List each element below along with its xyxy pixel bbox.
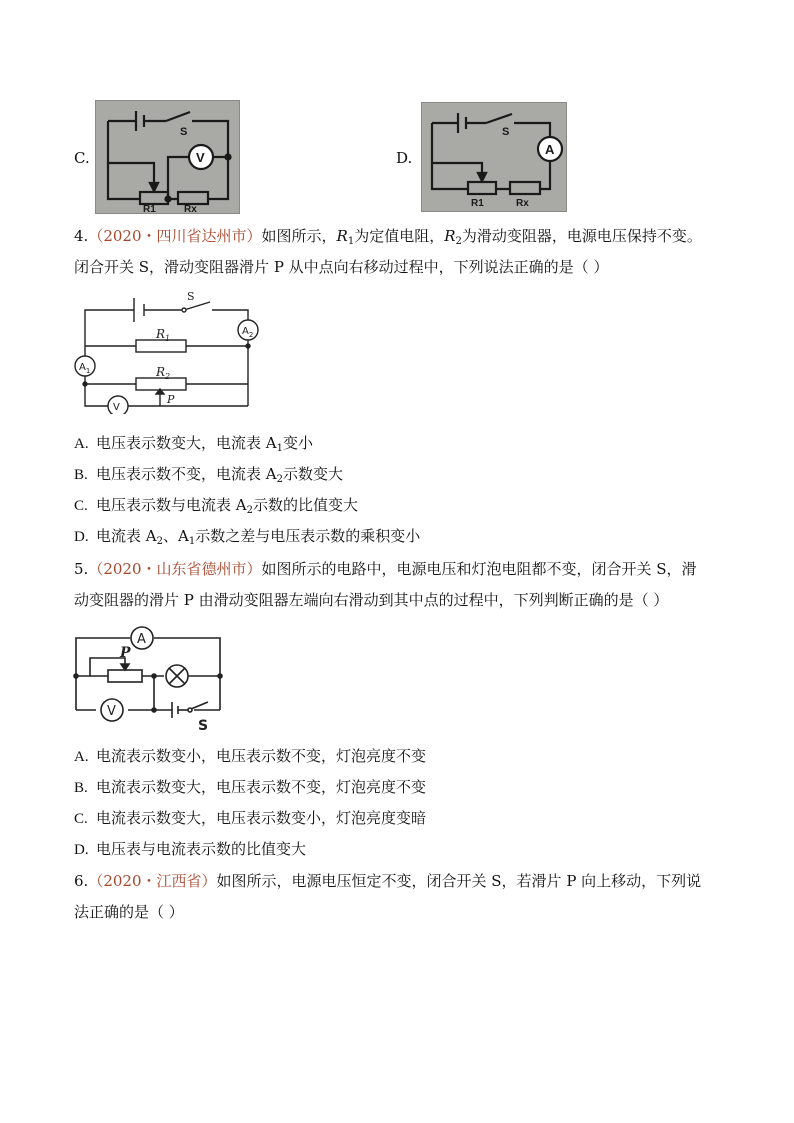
circuit-figure-d	[421, 102, 567, 212]
q6-source: （2020・江西省）	[88, 872, 217, 890]
q4-option-b[interactable]: B. 电压表示数不变，电流表 $A_2$示数变大	[74, 465, 343, 485]
q4-option-c[interactable]: C. 电压表示数与电流表 $A_2$示数的比值变大	[74, 496, 358, 516]
a2-label: $A_2$	[242, 326, 254, 339]
q5-option-a[interactable]: A. 电流表示数变小，电压表示数不变，灯泡亮度不变	[74, 747, 427, 765]
switch-label: S	[187, 290, 195, 303]
q5-number: 5.	[74, 560, 89, 578]
rx-label: Rx	[184, 204, 197, 213]
q6-stem-text: 如图所示，电源电压恒定不变，闭合开关 S，若滑片 P 向上移动，下列说	[216, 872, 702, 890]
p-label: P	[167, 393, 175, 406]
switch-label: S	[180, 126, 188, 138]
q4-r2-letter: R	[444, 227, 456, 245]
q4-stem-line2: 闭合开关 S，滑动变阻器滑片 P 从中点向右移动过程中，下列说法正确的是（ ）	[74, 258, 609, 276]
option-c-label[interactable]: C.	[74, 149, 90, 167]
r1-label: R1	[143, 204, 156, 213]
rx-label: Rx	[516, 198, 529, 209]
q4-number: 4.	[74, 227, 89, 245]
q4-stem-part3: 为滑动变阻器，电源电压保持不变。	[461, 227, 702, 245]
q4-circuit-diagram	[72, 286, 268, 414]
r2-label: $R_2$	[156, 365, 171, 381]
q6-stem-line2: 法正确的是（ ）	[74, 903, 184, 921]
option-d-label[interactable]: D.	[396, 149, 413, 167]
q5-option-d[interactable]: D. 电压表与电流表示数的比值变大	[74, 840, 307, 858]
q5-stem-line1	[74, 559, 697, 579]
q5-circuit-diagram	[70, 622, 230, 732]
q6-stem-line1	[74, 871, 701, 891]
voltmeter-label: V	[196, 150, 205, 165]
q4-source: （2020・四川省达州市）	[88, 227, 262, 245]
q4-stem-line1	[74, 226, 702, 246]
r1-label: $R_1$	[156, 327, 171, 343]
s-label: S	[198, 718, 209, 732]
q5-option-c[interactable]: C. 电流表示数变大，电压表示数变小，灯泡亮度变暗	[74, 809, 427, 827]
v-label: V	[113, 402, 120, 413]
q5-stem-text: 如图所示的电路中，电源电压和灯泡电阻都不变，闭合开关 S，滑	[261, 560, 697, 578]
circuit-figure-c	[95, 100, 240, 214]
q5-source: （2020・山东省德州市）	[88, 560, 262, 578]
q5-stem-line2: 动变阻器的滑片 P 由滑动变阻器左端向右滑动到其中点的过程中，下列判断正确的是（ ）	[74, 591, 669, 609]
q4-option-a[interactable]: A. 电压表示数变大，电流表 $A_1$变小	[74, 434, 313, 454]
q4-stem-part2: 为定值电阻，	[354, 227, 445, 245]
q6-number: 6.	[74, 872, 89, 890]
switch-label: S	[502, 126, 510, 138]
q4-r2-sub: 2	[455, 236, 462, 247]
q4-r1-letter: R	[336, 227, 348, 245]
q4-r1-sub: 1	[347, 236, 355, 247]
p-label: P	[120, 645, 131, 661]
r1-label: R1	[471, 198, 484, 209]
q4-option-d[interactable]: D. 电流表 $A_2$、$A_1$示数之差与电压表示数的乘积变小	[74, 527, 421, 547]
a1-label: $A_1$	[79, 362, 91, 375]
q4-stem-part1: 如图所示，	[261, 227, 337, 245]
q5-option-b[interactable]: B. 电流表示数变大，电压表示数不变，灯泡亮度不变	[74, 778, 427, 796]
ammeter-label: A	[137, 632, 146, 647]
ammeter-label: A	[545, 142, 555, 157]
voltmeter-label: V	[107, 704, 116, 719]
